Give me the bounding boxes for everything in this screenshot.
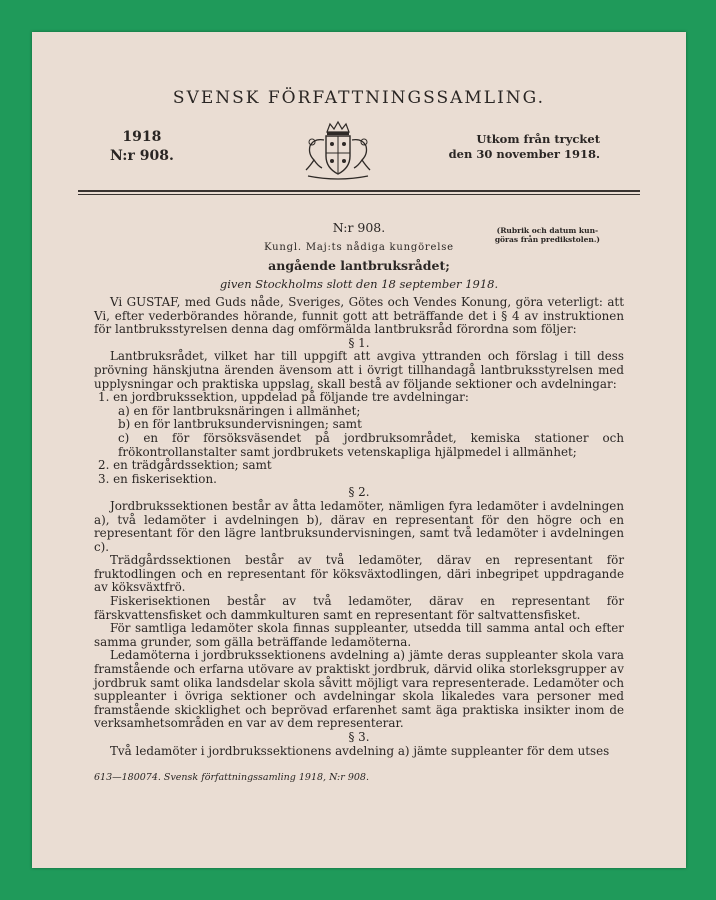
header-divider: [78, 190, 640, 192]
decree-subject: angående lantbruksrådet;: [268, 258, 450, 273]
section-1-text: Lantbruksrådet, vilket har till uppgift att avgiva yttranden och förslag i till dess prövning hänskjutna ärenden ävensom att i övrigt tillhandagå lantbruksstyrelsen med upplysningar och praktiska uppslag, skall bestå av följande sektioner och avdelningar:: [94, 349, 624, 391]
list-item-1c: c) en för försöksväsendet på jordbruksområdet, kemiska stationer och frökontrollanstalter samt jordbrukets vetenskapliga hjälpmedel i allmänhet;: [118, 430, 624, 459]
section-2-paragraph-5: Ledamöterna i jordbrukssektionens avdelning a) jämte deras suppleanter skola vara framstående och erfarna utövare av praktiskt jordbruk, därvid olika storleksgrupper av jordbruk samt olika landsdelar skola såvitt möjligt vara representerade. Ledamöter och suppleanter i övriga sektioner och avdelningar skola likaledes vara personer med framstående skicklighet och beprövad erfarenhet samt äga praktiska insikter inom de verksamhetsområden en var av dem representerar.: [94, 648, 624, 731]
issue-number: N:r 908.: [110, 148, 174, 164]
section-2-paragraph-3: Fiskerisektionen består av två ledamöter, därav en representant för färskvattensfisket och dammkulturen samt en representant för saltvattensfisket.: [94, 594, 624, 622]
rubrik-note-line2: göras från predikstolen.): [494, 235, 600, 244]
section-3-title: § 3.: [348, 730, 370, 744]
document-body: [94, 296, 624, 758]
section-3-paragraph-1: Två ledamöter i jordbrukssektionens avdelning a) jämte suppleanter för dem utses: [110, 743, 610, 758]
publication-date: [449, 132, 600, 162]
section-2-paragraph-2: Trädgårdssektionen består av två ledamöter, därav en representant för fruktodlingen och en representant för köksväxtodlingen, däri inbegripet uppdragande av köksväxtfrö.: [94, 553, 624, 595]
list-item-2: 2. en trädgårdssektion; samt: [98, 458, 272, 473]
list-item-1a: a) en för lantbruksnäringen i allmänhet;: [118, 403, 361, 418]
printed-label: Utkom från trycket: [476, 132, 600, 146]
swedish-coat-of-arms-icon: [300, 120, 376, 182]
section-2-title: § 2.: [348, 485, 370, 500]
intro-paragraph: Vi GUSTAF, med Guds nåde, Sveriges, Götes och Vendes Konung, göra veterligt: att Vi, efter vederbörandes hörande, funnit gott att beträffande det i § 4 av instruktionen för lantbruksstyrelsen denna dag omförmälda lantbruksråd förordna som följer:: [94, 295, 624, 337]
printed-date: den 30 november 1918.: [448, 147, 600, 161]
list-item-1b: b) en för lantbruksundervisningen; samt: [118, 417, 362, 432]
section-2-paragraph-4: För samtliga ledamöter skola finnas suppleanter, utsedda till samma antal och efter samma grunder, som gälla beträffande ledamöterna.: [94, 621, 624, 649]
issue-year: 1918: [122, 129, 162, 145]
issue-year-number: [110, 128, 174, 166]
section-2-paragraph-1: Jordbrukssektionen består av åtta ledamöter, nämligen fyra ledamöter i avdelningen a), två ledamöter i avdelningen b), därav en representant för den högre och en representant för den lägre lantbruksundervisningen, samt två ledamöter i avdelningen c).: [94, 498, 624, 554]
decree-given-line: given Stockholms slott den 18 september 1918.: [219, 277, 499, 291]
rubrik-note-line1: (Rubrik och datum kun-: [496, 226, 599, 235]
header-divider-thin: [78, 194, 640, 195]
print-footer: 613—180074. Svensk författningssamling 1918, N:r 908.: [94, 772, 369, 783]
document-number: N:r 908.: [332, 220, 386, 235]
list-item-3: 3. en fiskerisektion.: [98, 471, 217, 486]
section-1-title: § 1.: [348, 335, 370, 350]
publication-title: SVENSK FÖRFATTNINGSSAMLING.: [172, 88, 546, 108]
document-page: [32, 32, 686, 868]
list-item-1: 1. en jordbrukssektion, uppdelad på följande tre avdelningar:: [98, 390, 469, 405]
decree-heading: Kungl. Maj:ts nådiga kungörelse: [264, 242, 454, 253]
